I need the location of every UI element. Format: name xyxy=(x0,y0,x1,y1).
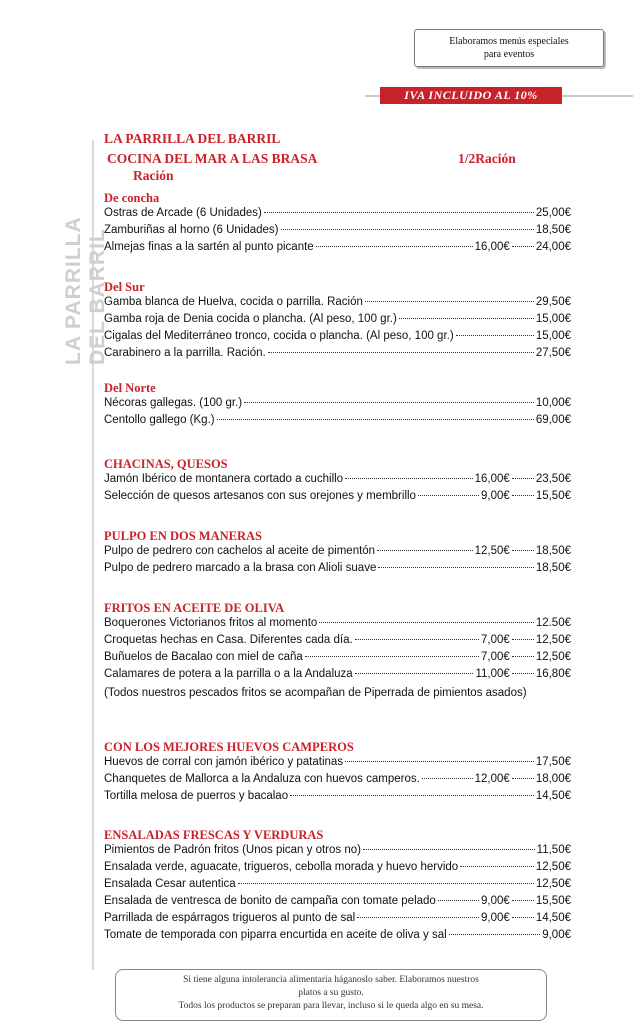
full-price: 17,50€ xyxy=(535,756,571,768)
leader-dots xyxy=(512,778,534,779)
full-price: 69,00€ xyxy=(535,414,571,426)
item-name: Gamba blanca de Huelva, cocida o parrilla. Ración xyxy=(104,296,363,308)
leader-dots xyxy=(438,900,479,901)
leader-dots xyxy=(268,352,534,353)
menu-item xyxy=(104,790,571,807)
leader-dots xyxy=(512,550,534,551)
half-price: 7,00€ xyxy=(481,651,510,663)
menu-title: LA PARRILLA DEL BARRIL xyxy=(104,131,281,146)
footer-line3: Todos los productos se preparan para llevar, incluso si le queda algo en su mesa. xyxy=(178,1001,484,1011)
menu-item xyxy=(104,651,571,668)
menu-item xyxy=(104,224,571,241)
full-price: 18,50€ xyxy=(535,224,571,236)
menu-item xyxy=(104,562,571,579)
half-price: 12,00€ xyxy=(474,773,510,785)
half-price: 11,00€ xyxy=(475,668,510,680)
item-name: Zamburiñas al horno (6 Unidades) xyxy=(104,224,279,236)
section-title: ENSALADAS FRESCAS Y VERDURAS xyxy=(104,828,324,842)
leader-dots xyxy=(238,883,534,884)
full-price: 18,50€ xyxy=(535,562,571,574)
leader-dots xyxy=(378,567,533,568)
section-title: De concha xyxy=(104,191,160,205)
item-name: Parrillada de espárragos trigueros al punto de sal xyxy=(104,912,356,924)
section-title: CHACINAS, QUESOS xyxy=(104,457,228,471)
events-note-line2: para eventos xyxy=(483,49,535,60)
menu-item xyxy=(104,861,571,878)
full-price: 18,00€ xyxy=(535,773,571,785)
item-name: Carabinero a la parrilla. Ración. xyxy=(104,347,266,359)
half-price: 16,00€ xyxy=(474,241,510,253)
full-price: 10,00€ xyxy=(535,397,571,409)
item-name: Cigalas del Mediterráneo tronco, cocida o plancha. (Al peso, 100 gr.) xyxy=(104,330,454,342)
section-note: (Todos nuestros pescados fritos se acompañan de Piperrada de pimientos asados) xyxy=(104,687,527,699)
leader-dots xyxy=(512,917,534,918)
full-price: 12,50€ xyxy=(535,634,571,646)
section-title: Del Norte xyxy=(104,381,156,395)
leader-dots xyxy=(512,673,534,674)
item-name: Selección de quesos artesanos con sus orejones y membrillo xyxy=(104,490,416,502)
half-price: 9,00€ xyxy=(481,912,510,924)
menu-item xyxy=(104,634,571,651)
half-price: 7,00€ xyxy=(481,634,510,646)
leader-dots xyxy=(345,761,534,762)
full-price: 27,50€ xyxy=(535,347,571,359)
half-price: 9,00€ xyxy=(481,895,510,907)
footer-line2: platos a su gusto. xyxy=(298,988,364,998)
leader-dots xyxy=(377,550,473,551)
full-price: 12,50€ xyxy=(535,651,571,663)
full-price: 25,00€ xyxy=(535,207,571,219)
leader-dots xyxy=(365,301,534,302)
leader-dots xyxy=(264,212,534,213)
full-price: 15,50€ xyxy=(535,895,571,907)
item-name: Ostras de Arcade (6 Unidades) xyxy=(104,207,262,219)
events-note-box xyxy=(414,29,604,67)
menu-item xyxy=(104,617,571,634)
menu-item xyxy=(104,844,571,861)
item-name: Gamba roja de Denia cocida o plancha. (Al peso, 100 gr.) xyxy=(104,313,397,325)
section-title: Del Sur xyxy=(104,280,145,294)
menu-item xyxy=(104,895,571,912)
leader-dots xyxy=(512,639,534,640)
leader-dots xyxy=(512,656,534,657)
item-name: Chanquetes de Mallorca a la Andaluza con huevos camperos. xyxy=(104,773,420,785)
menu-item xyxy=(104,490,571,507)
item-name: Tomate de temporada con piparra encurtida en aceite de oliva y sal xyxy=(104,929,447,941)
leader-dots xyxy=(316,246,473,247)
menu-item xyxy=(104,929,571,946)
leader-dots xyxy=(449,934,541,935)
menu-item xyxy=(104,773,571,790)
iva-banner: IVA INCLUIDO AL 10% xyxy=(380,87,562,104)
item-name: Huevos de corral con jamón ibérico y patatinas xyxy=(104,756,344,768)
footer-note xyxy=(115,969,547,1021)
full-price: 15,00€ xyxy=(535,330,571,342)
leader-dots xyxy=(345,478,473,479)
section-title: PULPO EN DOS MANERAS xyxy=(104,529,262,543)
portion-header: Ración xyxy=(133,168,174,183)
full-price: 14,50€ xyxy=(535,912,571,924)
section-title: FRITOS EN ACEITE DE OLIVA xyxy=(104,601,285,615)
full-price: 12,50€ xyxy=(535,861,571,873)
item-name: Centollo gallego (Kg.) xyxy=(104,414,215,426)
leader-dots xyxy=(460,866,534,867)
full-price: 14,50€ xyxy=(535,790,571,802)
menu-item xyxy=(104,668,571,685)
item-name: Pulpo de pedrero con cachelos al aceite de pimentón xyxy=(104,545,376,557)
leader-dots xyxy=(281,229,534,230)
menu-item xyxy=(104,756,571,773)
menu-item xyxy=(104,878,571,895)
half-price: 12,50€ xyxy=(474,545,510,557)
leader-dots xyxy=(355,639,479,640)
item-name: Ensalada Cesar autentica xyxy=(104,878,236,890)
menu-item xyxy=(104,347,571,364)
menu-item xyxy=(104,545,571,562)
leader-dots xyxy=(512,495,534,496)
full-price: 16,80€ xyxy=(535,668,571,680)
menu-item xyxy=(104,296,571,313)
menu-item xyxy=(104,207,571,224)
item-name: Boquerones Victorianos fritos al momento xyxy=(104,617,318,629)
menu-item xyxy=(104,414,571,431)
menu-item xyxy=(104,330,571,347)
leader-dots xyxy=(305,656,479,657)
item-name: Tortilla melosa de puerros y bacalao xyxy=(104,790,289,802)
item-name: Almejas finas a la sartén al punto picante xyxy=(104,241,314,253)
menu-item xyxy=(104,313,571,330)
leader-dots xyxy=(363,849,535,850)
menu-item xyxy=(104,241,571,258)
item-name: Croquetas hechas en Casa. Diferentes cada día. xyxy=(104,634,353,646)
leader-dots xyxy=(319,622,534,623)
leader-dots xyxy=(512,246,534,247)
leader-dots xyxy=(512,900,534,901)
leader-dots xyxy=(399,318,534,319)
full-price: 11,50€ xyxy=(536,844,571,856)
item-name: Ensalada verde, aguacate, trigueros, cebolla morada y huevo hervido xyxy=(104,861,459,873)
menu-item xyxy=(104,912,571,929)
full-price: 24,00€ xyxy=(535,241,571,253)
half-price: 9,00€ xyxy=(481,490,510,502)
item-name: Nécoras gallegas. (100 gr.) xyxy=(104,397,243,409)
full-price: 15,50€ xyxy=(535,490,571,502)
leader-dots xyxy=(418,495,479,496)
leader-dots xyxy=(512,478,534,479)
item-name: Buñuelos de Bacalao con miel de caña xyxy=(104,651,303,663)
leader-dots xyxy=(244,402,534,403)
item-name: Ensalada de ventresca de bonito de campaña con tomate pelado xyxy=(104,895,436,907)
menu-subtitle: COCINA DEL MAR A LAS BRASA xyxy=(107,151,318,166)
full-price: 23,50€ xyxy=(535,473,571,485)
full-price: 15,00€ xyxy=(535,313,571,325)
item-name: Pimientos de Padrón fritos (Unos pican y otros no) xyxy=(104,844,361,856)
item-name: Calamares de potera a la parrilla o a la Andaluza xyxy=(104,668,353,680)
item-name: Pulpo de pedrero marcado a la brasa con Alioli suave xyxy=(104,562,377,574)
full-price: 12.50€ xyxy=(535,617,571,629)
leader-dots xyxy=(422,778,473,779)
section-title: CON LOS MEJORES HUEVOS CAMPEROS xyxy=(104,740,354,754)
leader-dots xyxy=(355,673,474,674)
menu-item xyxy=(104,473,571,490)
full-price: 29,50€ xyxy=(535,296,571,308)
leader-dots xyxy=(217,419,534,420)
item-name: Jamón Ibérico de montanera cortado a cuchillo xyxy=(104,473,344,485)
events-note-line1: Elaboramos menús especiales xyxy=(449,36,569,47)
half-price: 16,00€ xyxy=(474,473,510,485)
menu-item xyxy=(104,397,571,414)
leader-dots xyxy=(290,795,534,796)
full-price: 12,50€ xyxy=(535,878,571,890)
leader-dots xyxy=(357,917,479,918)
leader-dots xyxy=(456,335,534,336)
half-portion-header: 1/2Ración xyxy=(458,151,516,166)
full-price: 18,50€ xyxy=(535,545,571,557)
side-watermark: LA PARRILLA DEL BARRIL xyxy=(62,217,109,365)
footer-line1: Si tiene alguna intolerancia alimentaria háganoslo saber. Elaboramos nuestros xyxy=(183,975,479,985)
full-price: 9,00€ xyxy=(542,929,571,941)
